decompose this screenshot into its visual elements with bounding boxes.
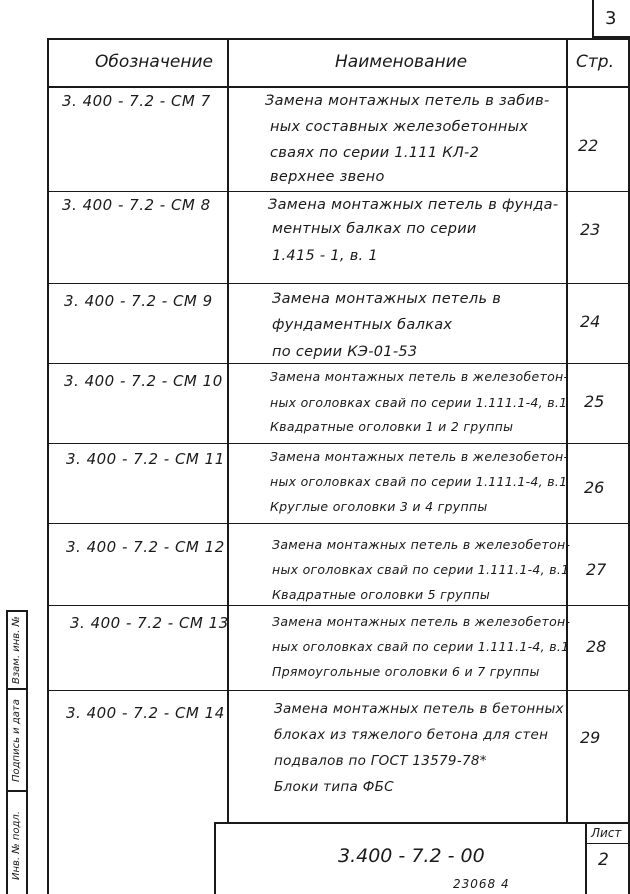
side-stamp-inv-original: Инв. № подл. (11, 811, 22, 880)
frame-top-border (47, 38, 630, 40)
row-code: 3. 400 - 7.2 - СМ 12 (66, 538, 225, 556)
row-name-line: ных оголовках свай по серии 1.111.1-4, в.1 (270, 395, 568, 410)
row-name-line: верхнее звено (270, 169, 385, 185)
row-name-line: Квадратные оголовки 5 группы (272, 587, 491, 602)
frame-left-border (47, 38, 49, 894)
row-code: 3. 400 - 7.2 - СМ 7 (62, 92, 211, 110)
row-page: 23 (580, 220, 601, 239)
row-page: 22 (578, 136, 599, 155)
side-stamp-signature-date: Подпись и дата (11, 699, 22, 782)
row-name-line: Круглые оголовки 3 и 4 группы (270, 499, 488, 514)
row-name-line: ных оголовках свай по серии 1.111.1-4, в.1 (272, 562, 570, 577)
side-stamp-replaces-inv: Взам. инв. № (11, 616, 22, 684)
row-page: 25 (584, 392, 605, 411)
row-name-line: Замена монтажных петель в забив- (265, 93, 550, 109)
footer-number: 23068 4 (453, 877, 510, 891)
row-name-line: 1.415 - 1, в. 1 (272, 248, 378, 264)
row-name-line: ных оголовках свай по серии 1.111.1-4, в.1 (272, 639, 570, 654)
row-name-line: Замена монтажных петель в железобетон- (272, 537, 571, 552)
row-separator (47, 523, 630, 524)
row-name-line: Замена монтажных петель в железобетон- (270, 369, 569, 384)
side-stamp-cell-border (6, 610, 28, 612)
row-code: 3. 400 - 7.2 - СМ 9 (64, 292, 213, 310)
sheet-label: Лист (591, 826, 622, 840)
row-name-line: ных составных железобетонных (270, 119, 529, 135)
title-block-left (214, 822, 216, 894)
sheet-value: 2 (598, 850, 609, 870)
row-page: 29 (580, 728, 601, 747)
side-stamp-inner-line (26, 610, 28, 894)
side-stamp-outer-line (6, 610, 8, 894)
row-code: 3. 400 - 7.2 - СМ 10 (64, 372, 223, 390)
row-name-line: Замена монтажных петель в бетонных (274, 701, 564, 717)
column-divider-2 (566, 38, 568, 822)
row-name-line: сваях по серии 1.111 КЛ-2 (270, 145, 480, 161)
sheet-cell-divider (585, 843, 630, 844)
row-page: 24 (580, 312, 601, 331)
column-divider-1 (227, 38, 229, 822)
row-page: 26 (584, 478, 605, 497)
title-block-top (214, 822, 630, 824)
row-name-line: по серии КЭ-01-53 (272, 344, 418, 360)
row-page: 27 (586, 560, 607, 579)
row-name-line: блоках из тяжелого бетона для стен (274, 727, 549, 743)
row-name-line: ментных балках по серии (272, 221, 477, 237)
row-separator (47, 690, 630, 691)
row-code: 3. 400 - 7.2 - СМ 8 (62, 196, 211, 214)
row-code: 3. 400 - 7.2 - СМ 11 (66, 450, 225, 468)
header-designation: Обозначение (95, 52, 213, 72)
header-name: Наименование (335, 52, 468, 72)
row-code: 3. 400 - 7.2 - СМ 14 (66, 704, 225, 722)
row-name-line: Замена монтажных петель в фунда- (268, 197, 559, 213)
title-block-sheet-divider (585, 822, 587, 894)
document-code: 3.400 - 7.2 - 00 (338, 845, 485, 867)
side-stamp-cell-border (6, 790, 28, 792)
row-name-line: ных оголовках свай по серии 1.111.1-4, в.1 (270, 474, 568, 489)
row-code: 3. 400 - 7.2 - СМ 13 (70, 614, 229, 632)
row-name-line: Замена монтажных петель в железобетон- (272, 614, 571, 629)
row-separator (47, 283, 630, 284)
row-name-line: Квадратные оголовки 1 и 2 группы (270, 419, 514, 434)
row-name-line: подвалов по ГОСТ 13579-78* (274, 753, 487, 769)
row-name-line: фундаментных балках (272, 317, 453, 333)
row-name-line: Замена монтажных петель в железобетон- (270, 449, 569, 464)
side-stamp-cell-border (6, 688, 28, 690)
row-name-line: Прямоугольные оголовки 6 и 7 группы (272, 664, 540, 679)
row-page: 28 (586, 637, 607, 656)
row-name-line: Блоки типа ФБС (274, 779, 394, 795)
sheet-number: 3 (605, 8, 617, 29)
row-name-line: Замена монтажных петель в (272, 291, 502, 307)
header-page: Стр. (576, 52, 614, 72)
sheet-number-box-left (592, 0, 594, 38)
